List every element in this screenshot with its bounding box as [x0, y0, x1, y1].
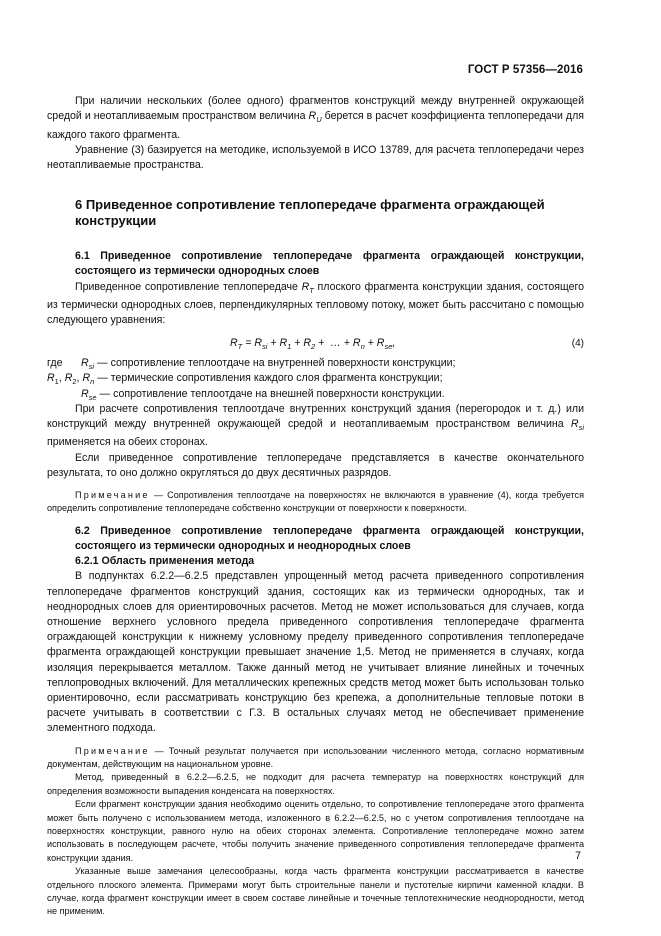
intro-paragraph-1: При наличии нескольких (более одного) фрагментов конструкций между внутренней окружающей средой и неотапливаемым пространством величина $R_U$ берется в расчет коэффициента теплопередачи для каждого такого фрагмента. [47, 95, 585, 141]
where-word: где [47, 357, 63, 370]
note-2-label: Примечание [75, 745, 150, 756]
section-6-title: 6 Приведенное сопротивление теплопередаче фрагмента ограждающей конструкции [75, 197, 545, 229]
note-2: Примечание — Точный результат получается при использовании численного метода, согласно нормативным документам, действующим на национальном уровне. [47, 745, 584, 769]
note-2-paragraph-4: Указанные выше замечания целесообразны, когда часть фрагмента конструкции рассматривается в качестве отдельного плоского элемента. Примерами могут быть строительные панели и пустотелые кирпичи каменной кладки. В случае, когда фрагмент конструкции имеет в своем составе линейные и точечные теплотехнические неоднородности, метод не применим. [47, 866, 584, 917]
where-line-3: $R_{se}$ — сопротивление теплоотдаче на внешней поверхности конструкции. [81, 387, 445, 402]
formula-number: (4) [571, 338, 584, 350]
subsection-6-1-paragraph-1: Приведенное сопротивление теплопередаче $R_T$ плоского фрагмента конструкции здания, состоящего из термически однородных слоев, перпендикулярных тепловому потоку, может быть рассчитано с помощью следующего уравнения: [47, 280, 584, 327]
note-2-paragraph-3: Если фрагмент конструкции здания необходимо оценить отдельно, то сопротивление теплопередаче этого фрагмента может быть получено с использованием метода, изложенного в 6.2.2—6.2.5, но с учетом сопротивления теплоотдаче на поверхностях конструкции, равного нулю на обеих сторонах элемента. Сопротивление теплопередаче можно затем использовать в последующем расчете, чтобы получить значение приведенного сопротивления теплопередаче фрагмента конструкции здания. [47, 799, 584, 863]
where-1-text: — сопротивление теплоотдаче на внутренней поверхности конструкции; [97, 357, 456, 370]
intro-paragraph-2: Уравнение (3) базируется на методике, используемой в ИСО 13789, для расчета теплопередачи через неотапливаемые пространства. [47, 143, 584, 171]
formula-expression: $R_T = R_{si} + R_1 + R_2$ + … + $R_n + R_{se}$, [230, 337, 396, 352]
subsection-6-1-title: 6.1 Приведенное сопротивление теплопередаче фрагмента ограждающей конструкции, состоящего из термически однородных слоев [75, 250, 584, 278]
document-body [47, 94, 584, 919]
where-3-text: — сопротивление теплоотдаче на внешней поверхности конструкции. [99, 387, 445, 400]
subsection-6-1-paragraph-3: Если приведенное сопротивление теплопередаче представляется в качестве окончательного результата, то оно должно округляться до двух десятичных разрядов. [47, 451, 584, 479]
note-1: Примечание — Сопротивления теплоотдаче на поверхностях не включаются в уравнение (4), когда требуется определить сопротивление теплопередаче собственно конструкции от поверхности к поверхности. [47, 489, 584, 514]
subsection-6-1-paragraph-2: При расчете сопротивления теплоотдаче внутренних конструкций здания (перегородок и т. д.) или конструкций между внутренней окружающей средой и неотапливаемым пространством величина $R_{si}$ применяется на обеих сторонах. [47, 402, 584, 449]
subsection-6-2-1-paragraph: В подпунктах 6.2.2—6.2.5 представлен упрощенный метод расчета приведенного сопротивления теплопередаче фрагментов конструкций здания, состоящих как из термически однородных, так и неоднородных слоев для ориентировочных расчетов. Метод не может использоваться для случаев, когда отношение верхнего условного предела приведенного сопротивления теплопередаче фрагмента ограждающей конструкции к нижнему условному пределу приведенного сопротивления теплопередаче фрагмента ограждающей конструкции превышает значение 1,5. Метод не применяется в случаях, когда изоляция перекрывается металлом. Также данный метод не учитывает влияние линейных и точечных теплопроводных включений. Для металлических крепежных средств метод может быть использован только ориентировочно, если рассматривать конструкцию без крепежа, а дополнительные тепловые потоки в расчете учитывать в соответствии с Г.3. В остальных случаях метод не обеспечивает применение элементного подхода. [47, 570, 584, 735]
document-id-header: ГОСТ Р 57356—2016 [467, 64, 583, 76]
subsection-6-2-1-title: 6.2.1 Область применения метода [75, 555, 255, 568]
where-line-2: $R_1$, $R_2$, $R_n$ — термические сопротивления каждого слоя фрагмента конструкции; [47, 372, 443, 387]
where-line-1: где $R_{si}$ — сопротивление теплоотдаче на внутренней поверхности конструкции; [47, 357, 456, 372]
where-2-text: — термические сопротивления каждого слоя фрагмента конструкции; [97, 372, 443, 385]
note-2-paragraph-2: Метод, приведенный в 6.2.2—6.2.5, не подходит для расчета температур на поверхностях конструкций для определения возможности выпадения конденсата на поверхностях. [47, 772, 584, 796]
formula-4 [47, 330, 584, 356]
page-number: 7 [575, 850, 581, 862]
subsection-6-2-title: 6.2 Приведенное сопротивление теплопередаче фрагмента ограждающей конструкции, состоящего из термически однородных и неоднородных слоев [75, 524, 584, 552]
note-1-label: Примечание [75, 489, 150, 500]
